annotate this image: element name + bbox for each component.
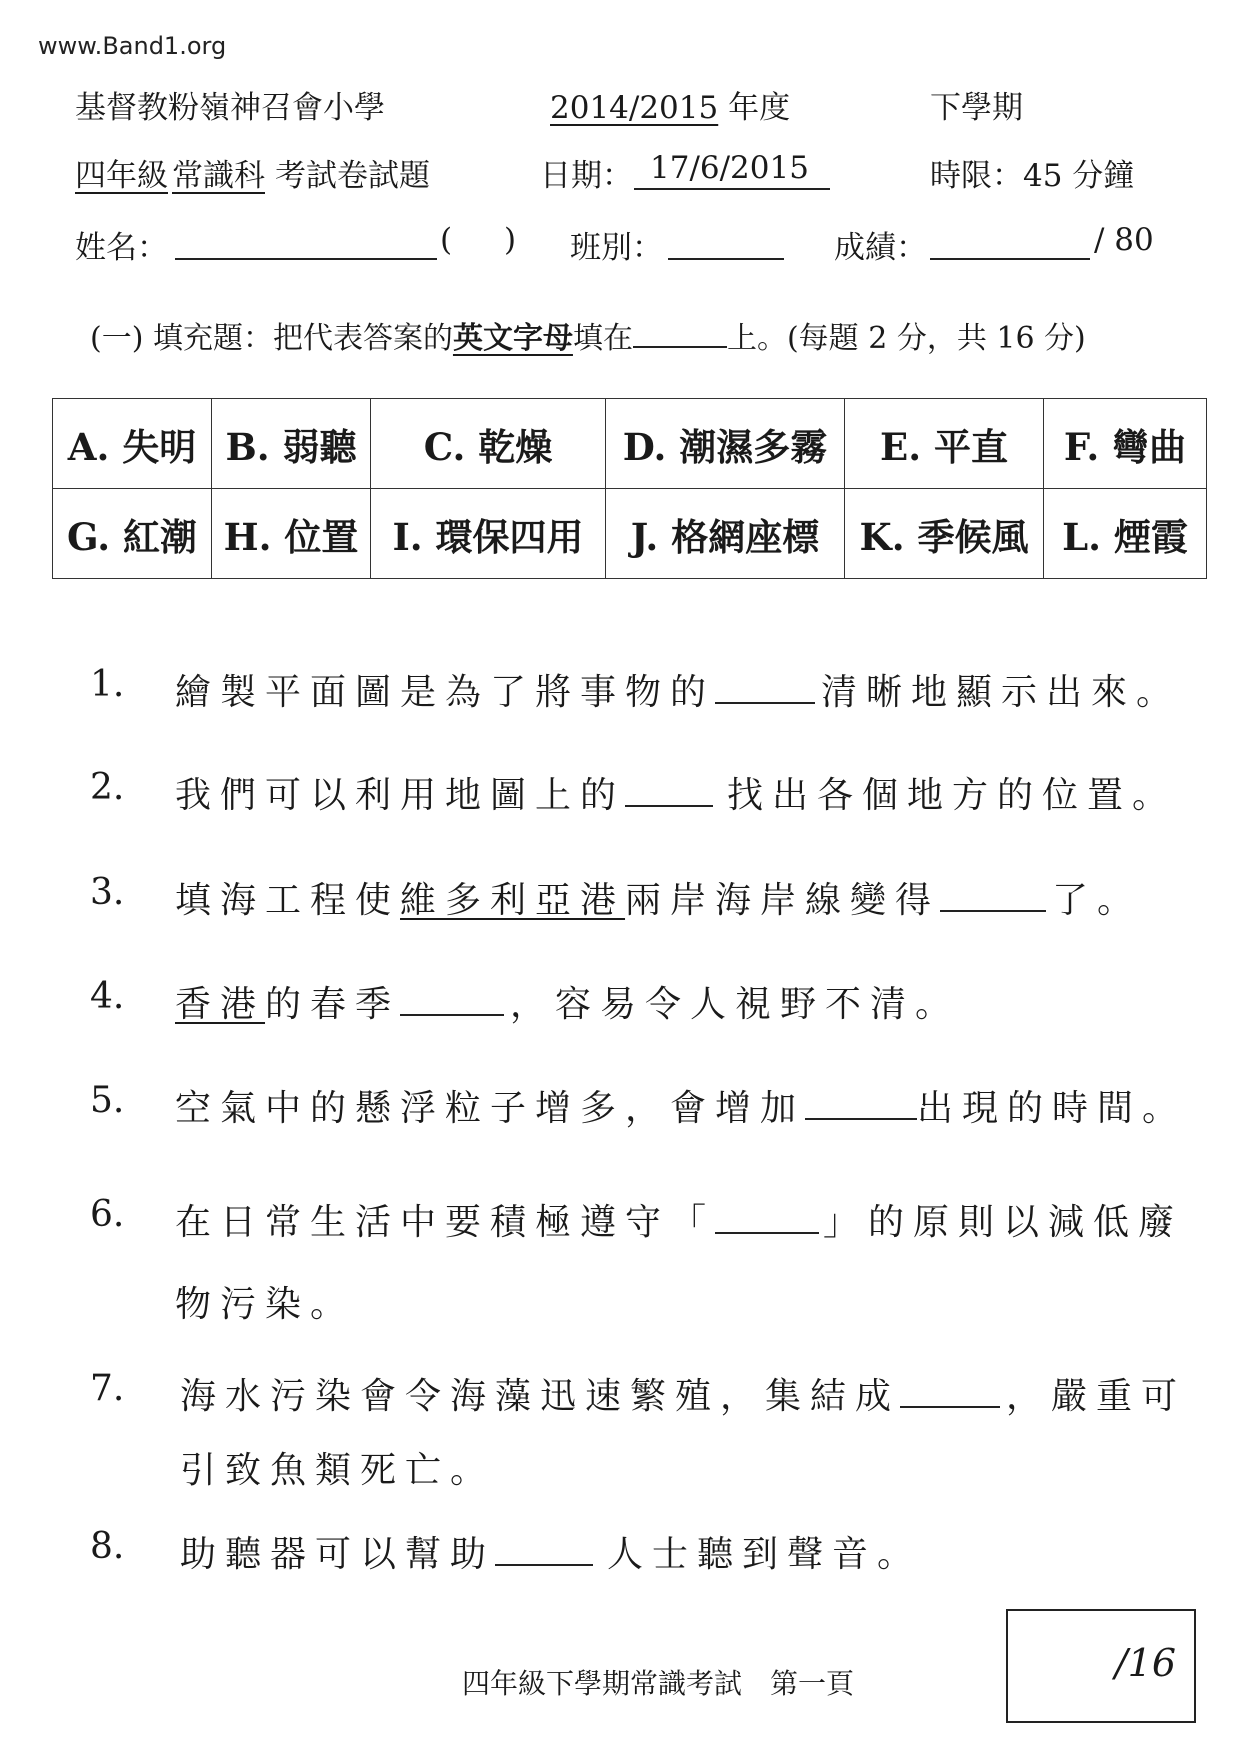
question-4: [175, 976, 960, 1027]
question-6: [175, 1194, 1183, 1245]
time-limit: 時限：45 分鐘: [930, 158, 1135, 194]
question-text: 海水污染會令海藻迅速繁殖，集結成: [180, 1376, 901, 1417]
site-watermark: www.Band1.org: [38, 32, 227, 60]
question-text: 空氣中的懸浮粒子增多，會增加: [175, 1088, 806, 1129]
section-title-mid: 填在: [572, 321, 633, 356]
subject: 常識科: [172, 158, 265, 194]
class-no-close: ): [504, 222, 517, 258]
question-number: 7.: [90, 1368, 125, 1409]
term: 下學期: [930, 90, 1023, 126]
question-6-continued: 物污染。: [175, 1284, 356, 1325]
question-text: 找出各個地方的位置。: [727, 775, 1178, 816]
question-text: 我們可以利用地圖上的: [175, 775, 626, 816]
date-label: 日期：: [540, 158, 633, 194]
answer-blank[interactable]: [715, 674, 815, 704]
option-h: H. 位置: [212, 489, 371, 579]
answer-blank[interactable]: [715, 1204, 819, 1234]
question-number: 2.: [90, 767, 125, 808]
question-3: [175, 872, 1142, 923]
question-5: [175, 1080, 1187, 1131]
score-field[interactable]: [930, 258, 1090, 260]
question-text: ，嚴重可: [1006, 1376, 1187, 1417]
school-year: [550, 82, 790, 127]
paper-title: 考試卷試題: [275, 158, 430, 194]
section-score: /16: [1114, 1641, 1176, 1685]
option-l: L. 煙霞: [1044, 489, 1207, 579]
question-text: 人士聽到聲音。: [607, 1534, 923, 1575]
question-text: 的春季: [265, 984, 401, 1025]
option-j: J. 格網座標: [606, 489, 845, 579]
answer-blank[interactable]: [400, 986, 504, 1016]
score-label: 成績：: [834, 230, 927, 266]
question-text: 」的原則以減低廢: [823, 1202, 1184, 1243]
date-underline: [634, 188, 830, 190]
option-f: F. 彎曲: [1044, 399, 1207, 489]
question-8: [180, 1526, 922, 1577]
option-g: G. 紅潮: [53, 489, 212, 579]
option-k: K. 季候風: [845, 489, 1044, 579]
place-name: 香港: [175, 984, 266, 1025]
question-text: 清晰地顯示出來。: [821, 672, 1182, 713]
question-text: 了。: [1052, 880, 1143, 921]
answer-options-table: [52, 398, 1207, 579]
answer-blank[interactable]: [625, 777, 713, 807]
question-number: 3.: [90, 872, 125, 913]
date-value: 17/6/2015: [650, 150, 809, 186]
answer-blank[interactable]: [495, 1536, 593, 1566]
option-b: B. 弱聽: [212, 399, 371, 489]
question-text: 在日常生活中要積極遵守「: [175, 1202, 716, 1243]
question-number: 4.: [90, 976, 125, 1017]
score-total: / 80: [1094, 222, 1154, 258]
option-i: I. 環保四用: [371, 489, 606, 579]
option-d: D. 潮濕多霧: [606, 399, 845, 489]
question-text: 填海工程使: [175, 880, 401, 921]
question-1: [175, 664, 1181, 715]
year-value: 2014/2015: [550, 90, 719, 126]
section-score-box[interactable]: [1006, 1609, 1196, 1723]
grade-subject-line: [75, 150, 430, 195]
question-7-continued: 引致魚類死亡。: [180, 1450, 496, 1491]
question-7: [180, 1368, 1186, 1419]
question-number: 6.: [90, 1194, 125, 1235]
class-no-open: (: [440, 222, 453, 258]
answer-blank[interactable]: [805, 1090, 917, 1120]
section-title: [90, 313, 1086, 357]
question-text: 出現的時間。: [917, 1088, 1188, 1129]
question-text: 繪製平面圖是為了將事物的: [175, 672, 716, 713]
school-name: 基督教粉嶺神召會小學: [75, 90, 385, 126]
options-row: [53, 489, 1207, 579]
name-label: 姓名：: [75, 230, 168, 266]
options-row: [53, 399, 1207, 489]
option-c: C. 乾燥: [371, 399, 606, 489]
question-number: 8.: [90, 1526, 125, 1567]
grade: 四年級: [75, 158, 168, 194]
section-title-prefix: (一) 填充題：把代表答案的: [90, 321, 453, 356]
question-text: ，容易令人視野不清。: [510, 984, 961, 1025]
question-2: [175, 767, 1177, 818]
question-text: 兩岸海岸線變得: [625, 880, 941, 921]
section-title-blank: [633, 318, 727, 348]
question-number: 1.: [90, 664, 125, 705]
section-title-suffix: 上。(每題 2 分，共 16 分): [726, 321, 1086, 356]
question-text: 助聽器可以幫助: [180, 1534, 496, 1575]
answer-blank[interactable]: [940, 882, 1046, 912]
option-e: E. 平直: [845, 399, 1044, 489]
class-label: 班別：: [570, 230, 663, 266]
question-number: 5.: [90, 1080, 125, 1121]
name-field[interactable]: [175, 258, 437, 260]
year-suffix: 年度: [728, 90, 791, 126]
section-title-emph: 英文字母: [452, 321, 573, 356]
class-field[interactable]: [668, 258, 784, 260]
place-name: 維多利亞港: [400, 880, 626, 921]
answer-blank[interactable]: [900, 1378, 1000, 1408]
page-footer: 四年級下學期常識考試 第一頁: [462, 1667, 855, 1700]
option-a: A. 失明: [53, 399, 212, 489]
